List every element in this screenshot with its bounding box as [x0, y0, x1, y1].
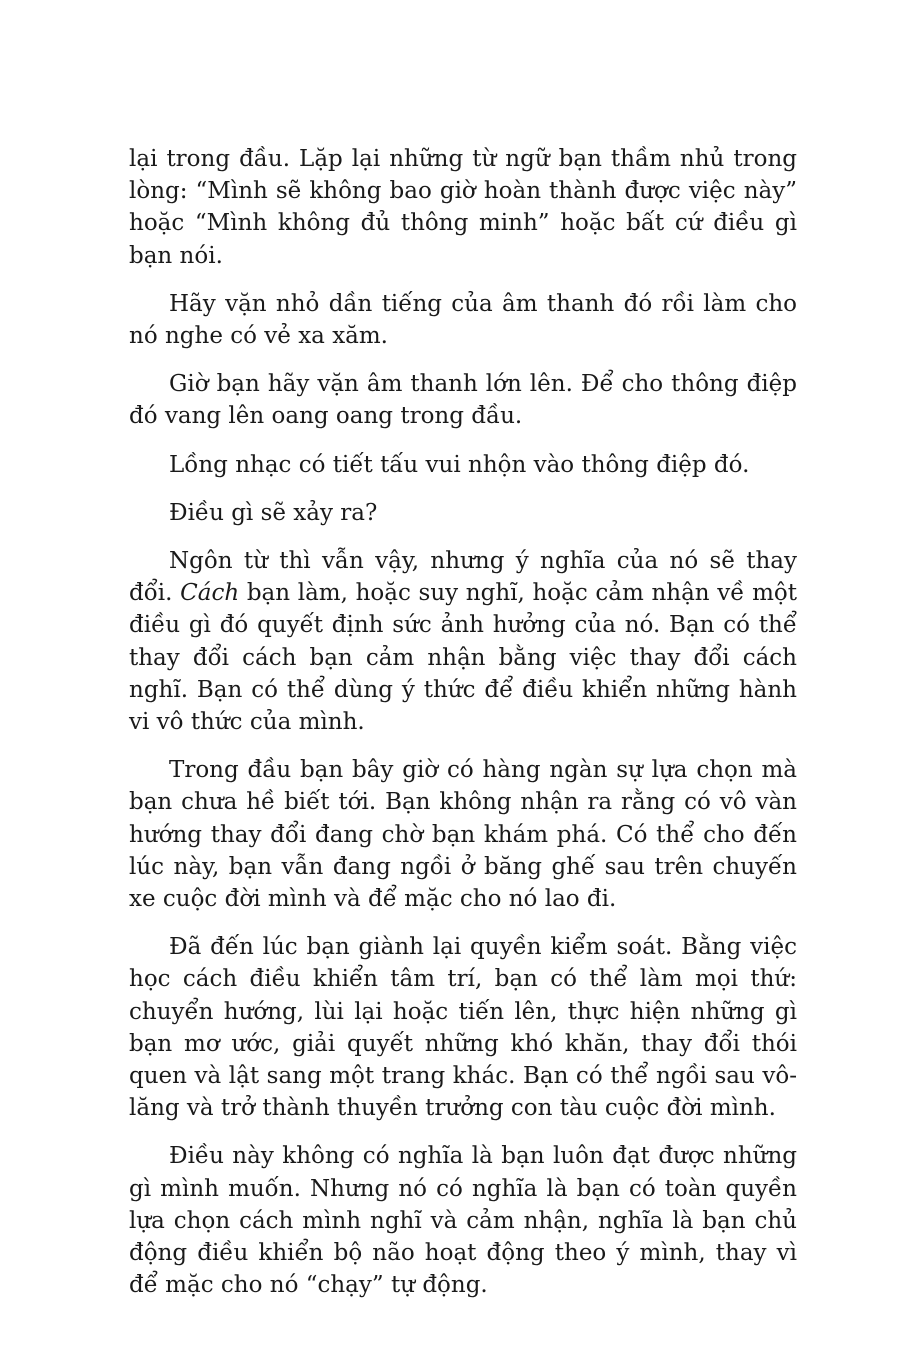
paragraph-question: Điều gì sẽ xảy ra? [169, 499, 378, 526]
book-page-body [129, 143, 797, 1302]
paragraph-take-control: Đã đến lúc bạn giành lại quyền kiểm soát. Bằng việc học cách điều khiển tâm trí, bạn có thể làm mọi thứ: chuyển hướng, lùi lại hoặc tiến lên, thực hiện những gì bạn mơ ước, giải quyết những khó khăn, thay đổi thói quen và lật sang một trang khác. Bạn có thể ngồi sau vô-lăng và trở thành thuyền trưởng con tàu cuộc đời mình. [129, 934, 797, 1122]
paragraph-meaning-changes [129, 545, 797, 738]
paragraph-conclusion: Điều này không có nghĩa là bạn luôn đạt được những gì mình muốn. Nhưng nó có nghĩa là bạn có toàn quyền lựa chọn cách mình nghĩ và cảm nhận, nghĩa là bạn chủ động điều khiển bộ não hoạt động theo ý mình, thay vì để mặc cho nó “chạy” tự động. [129, 1143, 797, 1299]
paragraph-continued: lại trong đầu. Lặp lại những từ ngữ bạn thầm nhủ trong lòng: “Mình sẽ không bao giờ hoàn thành được việc này” hoặc “Mình không đủ thông minh” hoặc bất cứ điều gì bạn nói. [129, 146, 797, 269]
paragraph-add-music: Lồng nhạc có tiết tấu vui nhộn vào thông điệp đó. [169, 451, 750, 478]
emphasis-word: Cách [180, 580, 240, 607]
paragraph-turn-down-sound: Hãy vặn nhỏ dần tiếng của âm thanh đó rồi làm cho nó nghe có vẻ xa xăm. [129, 290, 797, 350]
paragraph-text-before-emphasis: Ngôn từ thì vẫn vậy, nhưng ý nghĩa của nó sẽ thay đổi. [129, 548, 797, 607]
paragraph-choices: Trong đầu bạn bây giờ có hàng ngàn sự lựa chọn mà bạn chưa hề biết tới. Bạn không nhận ra rằng có vô vàn hướng thay đổi đang chờ bạn khám phá. Có thể cho đến lúc này, bạn vẫn đang ngồi ở băng ghế sau trên chuyến xe cuộc đời mình và để mặc cho nó lao đi. [129, 757, 797, 913]
paragraph-turn-up-sound: Giờ bạn hãy vặn âm thanh lớn lên. Để cho thông điệp đó vang lên oang oang trong đầu. [129, 371, 797, 430]
paragraph-text-after-emphasis: bạn làm, hoặc suy nghĩ, hoặc cảm nhận về một điều gì đó quyết định sức ảnh hưởng của nó. Bạn có thể thay đổi cách bạn cảm nhận bằng việc thay đổi cách nghĩ. Bạn có thể dùng ý thức để điều khiển những hành vi vô thức của mình. [129, 580, 798, 736]
